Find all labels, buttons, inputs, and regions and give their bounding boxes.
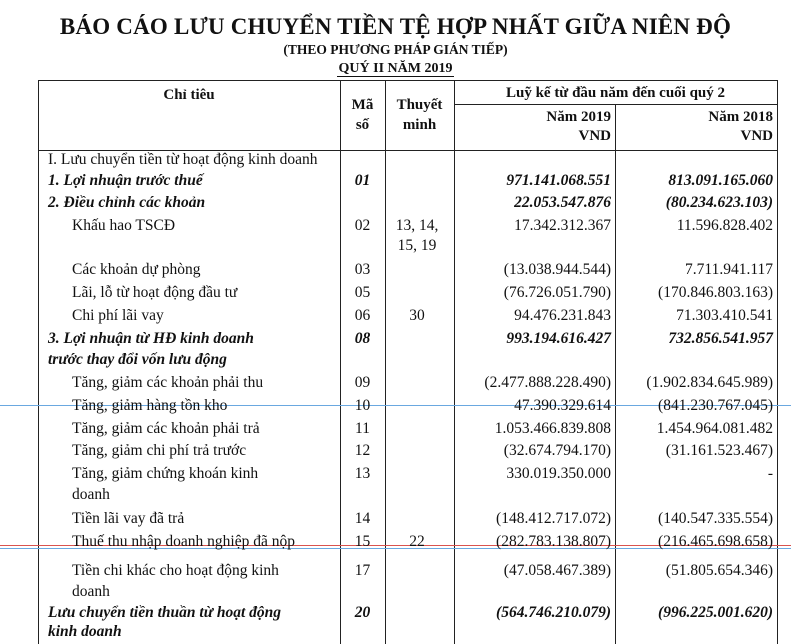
row-label: Các khoản dự phòng	[72, 261, 201, 278]
row-value-2018: 813.091.165.060	[668, 172, 773, 189]
header-year-2018: Năm 2018	[708, 109, 773, 125]
header-cumulative: Luỹ kế từ đầu năm đến cuối quý 2	[505, 85, 726, 101]
row-code: 02	[354, 217, 371, 234]
header-currency-2018: VND	[740, 128, 773, 144]
row-code: 14	[354, 510, 371, 527]
header-note-1: Thuyết	[396, 97, 443, 113]
row-value-2019: 971.141.068.551	[506, 172, 611, 189]
row-value-2018: (996.225.001.620)	[658, 604, 773, 621]
row-code: 20	[354, 604, 371, 621]
row-code: 17	[354, 562, 371, 579]
row-label-line-2: kinh doanh	[48, 623, 122, 640]
row-value-2018: 732.856.541.957	[668, 330, 773, 347]
row-label: 2. Điều chỉnh các khoản	[48, 194, 206, 211]
header-note-2: minh	[402, 117, 437, 133]
table-right-border	[777, 80, 778, 644]
table-top-border	[38, 80, 778, 81]
row-value-2019: 47.390.329.614	[514, 397, 611, 414]
col-divider-y2019	[454, 80, 455, 644]
row-code: 12	[354, 442, 371, 459]
row-value-2018: -	[767, 465, 773, 482]
cumulative-divider	[454, 104, 778, 105]
row-value-2019: (148.412.717.072)	[496, 510, 611, 527]
row-value-2018: (170.846.803.163)	[658, 284, 773, 301]
row-value-2018: 7.711.941.117	[685, 261, 773, 278]
row-value-2018: (216.465.698.658)	[658, 533, 773, 550]
row-value-2018: 11.596.828.402	[676, 217, 773, 234]
row-value-2018: 71.303.410.541	[676, 307, 773, 324]
table-left-border	[38, 80, 39, 644]
row-value-2019: (564.746.210.079)	[496, 604, 611, 621]
row-code: 01	[354, 172, 371, 189]
row-code: 05	[354, 284, 371, 301]
col-divider-code	[340, 80, 341, 644]
row-value-2019: (2.477.888.228.490)	[484, 374, 611, 391]
report-period	[0, 61, 791, 77]
row-value-2018: 1.454.964.081.482	[656, 420, 773, 437]
row-value-2018: (80.234.623.103)	[665, 194, 773, 211]
row-code: 15	[354, 533, 371, 550]
row-label: Khấu hao TSCĐ	[72, 217, 176, 234]
row-label-line-2: doanh	[72, 583, 110, 600]
row-value-2019: 22.053.547.876	[514, 194, 611, 211]
row-label: Tăng, giảm chi phí trả trước	[72, 442, 247, 459]
row-label: Tăng, giảm hàng tồn kho	[72, 397, 228, 414]
row-value-2019: (282.783.138.807)	[496, 533, 611, 550]
row-value-2019: (32.674.794.170)	[503, 442, 611, 459]
row-value-2018: (31.161.523.467)	[665, 442, 773, 459]
row-value-2019: (13.038.944.544)	[503, 261, 611, 278]
row-code: 03	[354, 261, 371, 278]
col-divider-note	[385, 80, 386, 644]
report-title: BÁO CÁO LƯU CHUYỂN TIỀN TỆ HỢP NHẤT GIỮA NIÊN ĐỘ	[59, 14, 732, 39]
row-code: 09	[354, 374, 371, 391]
row-note: 13, 14,	[395, 217, 439, 234]
row-code: 08	[354, 330, 371, 347]
period-text: QUÝ II NĂM 2019	[338, 61, 453, 76]
header-code-1: Mã	[351, 97, 374, 113]
row-label: Tăng, giảm các khoản phải thu	[72, 374, 264, 391]
row-label: Lãi, lỗ từ hoạt động đầu tư	[72, 284, 238, 301]
row-value-2019: 993.194.616.427	[506, 330, 611, 347]
row-value-2018: (1.902.834.645.989)	[646, 374, 773, 391]
header-currency-2019: VND	[578, 128, 611, 144]
row-value-2018: (51.805.654.346)	[665, 562, 773, 579]
row-value-2019: 330.019.350.000	[506, 465, 611, 482]
row-label: Tiền chi khác cho hoạt động kinh	[72, 562, 279, 579]
row-label: Tăng, giảm chứng khoán kinh	[72, 465, 259, 482]
row-code: 11	[355, 420, 370, 437]
row-value-2019: (47.058.467.389)	[503, 562, 611, 579]
row-code: 10	[354, 397, 371, 414]
row-value-2019: 17.342.312.367	[514, 217, 611, 234]
header-item: Chỉ tiêu	[163, 87, 215, 103]
row-note: 22	[409, 533, 425, 550]
row-value-2019: 94.476.231.843	[514, 307, 611, 324]
row-label: 3. Lợi nhuận từ HĐ kinh doanh	[48, 330, 254, 347]
row-value-2018: (841.230.767.045)	[658, 397, 773, 414]
row-label: Tiền lãi vay đã trả	[72, 510, 185, 527]
row-value-2019: 1.053.466.839.808	[494, 420, 611, 437]
row-label: Chi phí lãi vay	[72, 307, 164, 324]
section-title: I. Lưu chuyển tiền từ hoạt động kinh doanh	[48, 151, 318, 168]
row-code: 13	[354, 465, 371, 482]
row-code: 06	[354, 307, 371, 324]
report-subtitle: (THEO PHƯƠNG PHÁP GIÁN TIẾP)	[283, 42, 508, 57]
row-note-line-2: 15, 19	[397, 237, 437, 254]
row-value-2018: (140.547.335.554)	[658, 510, 773, 527]
row-label: Lưu chuyển tiền thuần từ hoạt động	[48, 604, 282, 621]
row-value-2019: (76.726.051.790)	[503, 284, 611, 301]
header-year-2019: Năm 2019	[546, 109, 611, 125]
row-note: 30	[409, 307, 425, 324]
header-code-2: số	[355, 117, 370, 133]
row-label-line-2: trước thay đổi vốn lưu động	[48, 351, 227, 368]
row-label-line-2: doanh	[72, 486, 110, 503]
row-label: Thuế thu nhập doanh nghiệp đã nộp	[72, 533, 295, 550]
row-label: Tăng, giảm các khoản phải trả	[72, 420, 260, 437]
row-label: 1. Lợi nhuận trước thuế	[48, 172, 203, 189]
